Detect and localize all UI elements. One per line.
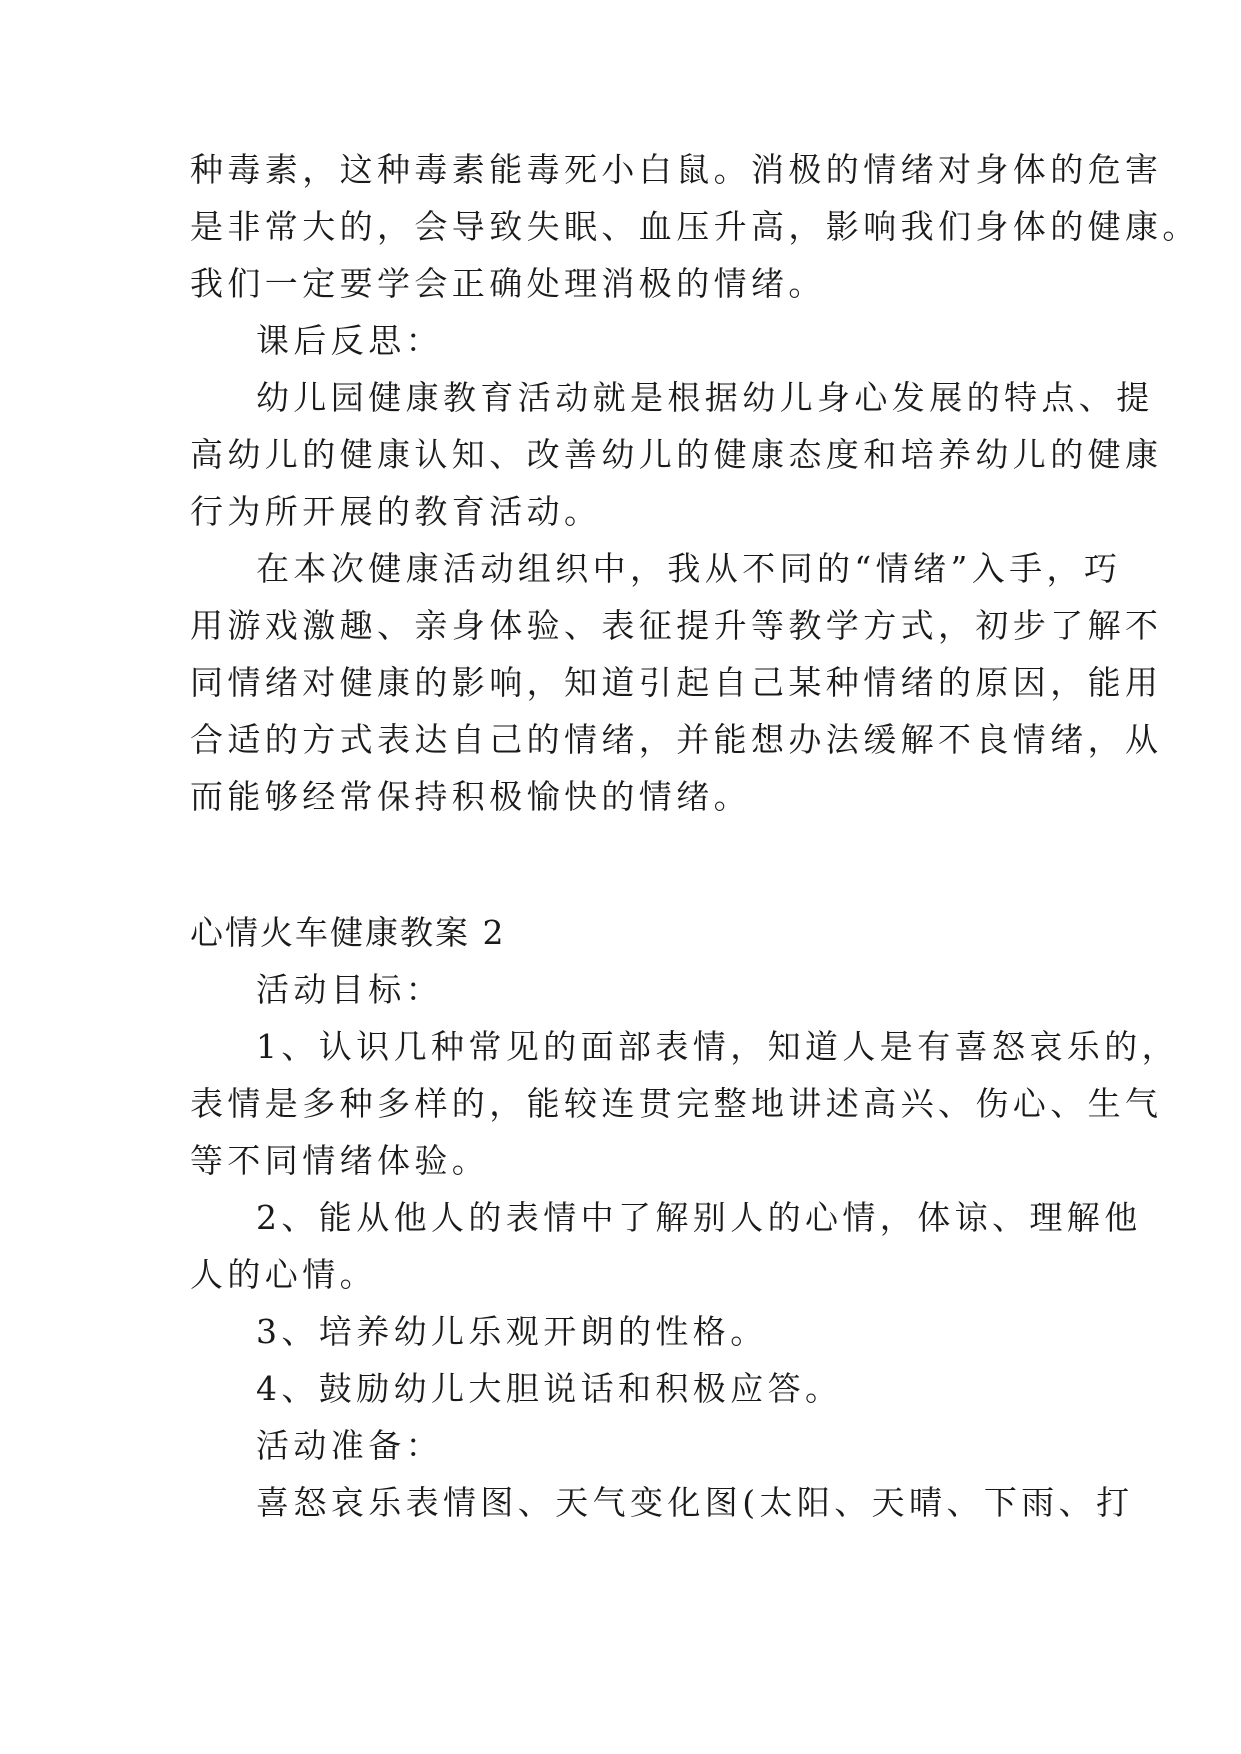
paragraph-line: 用游戏激趣、亲身体验、表征提升等教学方式，初步了解不 — [190, 606, 1163, 645]
paragraph-line: 同情绪对健康的影响，知道引起自己某种情绪的原因，能用 — [190, 663, 1163, 702]
lesson-title: 心情火车健康教案 2 — [190, 913, 506, 952]
section-heading: 活动准备： — [256, 1426, 443, 1465]
list-item-continuation: 人的心情。 — [190, 1255, 377, 1294]
paragraph-line: 高幼儿的健康认知、改善幼儿的健康态度和培养幼儿的健康 — [190, 435, 1163, 474]
paragraph-line: 行为所开展的教育活动。 — [190, 492, 602, 531]
list-item: 4、鼓励幼儿大胆说话和积极应答。 — [256, 1369, 843, 1408]
paragraph-line: 喜怒哀乐表情图、天气变化图(太阳、天晴、下雨、打 — [256, 1483, 1134, 1522]
paragraph-line: 合适的方式表达自己的情绪，并能想办法缓解不良情绪，从 — [190, 720, 1163, 759]
list-item: 3、培养幼儿乐观开朗的性格。 — [256, 1312, 768, 1351]
paragraph-line: 在本次健康活动组织中，我从不同的“情绪”入手，巧 — [256, 549, 1122, 588]
section-heading: 课后反思： — [256, 321, 443, 360]
section-heading: 活动目标： — [256, 970, 443, 1009]
list-item-continuation: 等不同情绪体验。 — [190, 1141, 490, 1180]
paragraph-line: 我们一定要学会正确处理消极的情绪。 — [190, 264, 826, 303]
list-item: 2、能从他人的表情中了解别人的心情，体谅、理解他 — [256, 1198, 1142, 1237]
list-item-continuation: 表情是多种多样的，能较连贯完整地讲述高兴、伤心、生气 — [190, 1084, 1163, 1123]
paragraph-line: 种毒素，这种毒素能毒死小白鼠。消极的情绪对身体的危害 — [190, 150, 1163, 189]
paragraph-line: 幼儿园健康教育活动就是根据幼儿身心发展的特点、提 — [256, 378, 1154, 417]
list-item: 1、认识几种常见的面部表情，知道人是有喜怒哀乐的， — [256, 1027, 1179, 1066]
paragraph-line: 而能够经常保持积极愉快的情绪。 — [190, 777, 751, 816]
paragraph-line: 是非常大的，会导致失眠、血压升高，影响我们身体的健康。 — [190, 207, 1200, 246]
